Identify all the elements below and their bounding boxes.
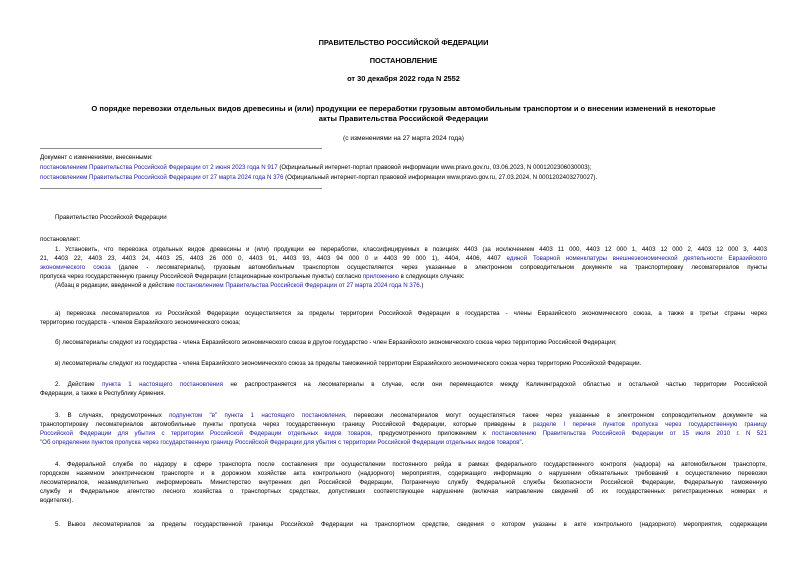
para-a-line-2: территорию государств - членов Евразийского экономического союза; <box>40 319 241 326</box>
para-1-line-2: 21, 4403 22, 4403 23, 4403 24, 4403 25, 4403 26 000 0, 4403 91, 4403 93, 4403 94 000 0 и 4403 99 000 1), 4404, 4406, 4407 единой Товарной номенклатуры внешнеэкономической деятельности Евразийского <box>40 255 767 262</box>
amendments-intro: Документ с изменениями, внесенными: <box>40 154 153 161</box>
amendment-link-2[interactable]: постановлением Правительства Российской Федерации от 27 марта 2024 года N 376 <box>40 174 284 181</box>
divider-top <box>40 148 322 149</box>
para-3-line-2: транспортировку лесоматериалов автомобильные пункты пропуска через государственную границу Российской Федерации, которые приведены в разделе I перечня пунктов пропуска через государственную границу <box>40 421 768 428</box>
para-1-edition-note: (Абзац в редакции, введенной в действие постановлением Правительства Российской Федерации от 27 марта 2024 года N 376.) <box>55 282 424 289</box>
amendment-link-1[interactable]: постановлением Правительства Российской Федерации от 2 июня 2023 года N 917 <box>40 164 278 171</box>
date-number: от 30 декабря 2022 года N 2552 <box>347 74 460 83</box>
resolution-521-title-link[interactable]: "Об определении пунктов пропуска через государственную границу Российской Федерации для убытия с территории Российской Федерации отдельных видов товаров" <box>40 439 522 446</box>
amendment-item <box>40 164 767 173</box>
government-line: Правительство Российской Федерации <box>55 214 167 221</box>
resolves-line: постановляет: <box>40 236 81 243</box>
para-4-line-5: водителях). <box>40 497 74 504</box>
org-heading: ПРАВИТЕЛЬСТВО РОССИЙСКОЙ ФЕДЕРАЦИИ <box>318 38 489 47</box>
para-5-line-1: 5. Вывоз лесоматериалов за пределы государственной границы Российской Федерации на транспортном средстве, сведения о котором указаны в акте контрольного (надзорного) мероприятия, содержащем <box>55 521 767 528</box>
para-2-line-1: 2. Действие пункта 1 настоящего постановления не распространяется на лесоматериалы в случае, если они перемещаются между Калининградской областью и остальной частью территории Российской <box>55 381 767 388</box>
para-3-line-1: 3. В случаях, предусмотренных подпунктом "в" пункта 1 настоящего постановления, перевозки лесоматериалов могут осуществляться также через указанные в электронном сопроводительном документе на <box>55 412 767 419</box>
edition-link[interactable]: постановлением Правительства Российской Федерации от 27 марта 2024 года N 376 <box>176 282 420 289</box>
para-1-line-4: пропуска через государственную границу Российской Федерации (стационарные контрольные пункты) согласно приложению в следующих случаях: <box>40 273 465 280</box>
tnved-link-cont[interactable]: экономического союза <box>40 264 111 271</box>
para-4-line-4: службу и Федеральное агентство лесного хозяйства о транспортных средствах, допустивших соответствующее нарушение (включая направление сведений об их государственных регистрационных номерах и <box>40 488 767 495</box>
para-v: в) лесоматериалы следуют из государства - члена Евразийского экономического союза за пределы таможенной территории Евразийского экономического союза через территорию Российской Федерации. <box>55 360 642 367</box>
title-line-1: О порядке перевозки отдельных видов древесины и (или) продукции ее переработки грузовым автомобильным транспортом и о внесении изменений в некоторые <box>91 104 716 113</box>
subpoint-v-link[interactable]: подпунктом "в" пункта 1 настоящего постановления <box>169 412 345 419</box>
resolution-521-link[interactable]: постановлению Правительства Российской Федерации от 15 июля 2010 г. N 521 <box>491 430 767 437</box>
section-1-link-cont[interactable]: Российской Федерации для убытия с территории Российской Федерации отдельных видов товаров <box>40 430 371 437</box>
document-title <box>40 104 767 124</box>
amendment-note-1: (Официальный интернет-портал правовой информации www.pravo.gov.ru, 03.06.2023, N 0001202306030003); <box>277 164 592 171</box>
title-line-2: акты Правительства Российской Федерации <box>318 114 489 123</box>
para-b: б) лесоматериалы следуют из государства - члена Евразийского экономического союза в другое государство - член Евразийского экономического союза через территорию Российской Федерации; <box>55 339 617 346</box>
amendment-item <box>40 174 767 183</box>
appendix-link[interactable]: приложению <box>362 273 399 280</box>
para-4-line-1: 4. Федеральной службе по надзору в сфере транспорта после составления при осуществлении постоянного рейда в рамках федерального государственного контроля (надзора) на автомобильном транспорте, <box>55 461 767 468</box>
divider-bottom <box>40 188 322 189</box>
revision-note: (с изменениями на 27 марта 2024 года) <box>343 135 464 142</box>
section-1-link[interactable]: разделе I перечня пунктов пропуска через государственную границу <box>533 421 768 428</box>
para-3-line-4: "Об определении пунктов пропуска через государственную границу Российской Федерации для убытия с территории Российской Федерации отдельных видов товаров". <box>40 439 524 446</box>
doc-type-heading: ПОСТАНОВЛЕНИЕ <box>369 56 438 65</box>
para-1-line-1: 1. Установить, что перевозка отдельных видов древесины и (или) продукции ее переработки, классифицируемых в позициях 4403 (за исключением 4403 11 000, 4403 12 000 1, 4403 12 000 2, 4403 12 000 3, 4403 <box>55 246 767 253</box>
amendment-note-2: (Официальный интернет-портал правовой информации www.pravo.gov.ru, 27.03.2024, N 0001202403270027). <box>283 174 598 181</box>
para-3-line-3: Российской Федерации для убытия с территории Российской Федерации отдельных видов товаров, предусмотренного приложением к постановлению Правительства Российской Федерации от 15 июля 2010 г. N 521 <box>40 430 767 437</box>
para-1-line-3: экономического союза (далее - лесоматериалы), грузовым автомобильным транспортом осуществляется через указанные в электронном сопроводительном документе на транспортировку лесоматериалов пункты <box>40 264 767 271</box>
point-1-link[interactable]: пункта 1 настоящего постановления <box>102 381 223 388</box>
tnved-link[interactable]: единой Товарной номенклатуры внешнеэкономической деятельности Евразийского <box>506 255 767 262</box>
para-4-line-3: лесоматериалов, незамедлительно информировать Министерство внутренних дел Российской Федерации, Пограничную службу Федеральной службы безопасности Российской Федерации, Федеральную таможенную <box>40 479 767 486</box>
para-a-line-1: а) перевозка лесоматериалов из Российской Федерации осуществляется за пределы территории Российской Федерации в государства - члены Евразийского экономического союза, а также в третьи страны через <box>55 310 767 317</box>
para-2-line-2: Федерации, а также в Республику Армения. <box>40 390 166 397</box>
para-4-line-2: городском наземном электрическом транспорте и в дорожном хозяйстве акта контрольного (надзорного) мероприятия, содержащего информацию о нарушении обязательных требований к осуществлению перевозки <box>40 470 767 477</box>
